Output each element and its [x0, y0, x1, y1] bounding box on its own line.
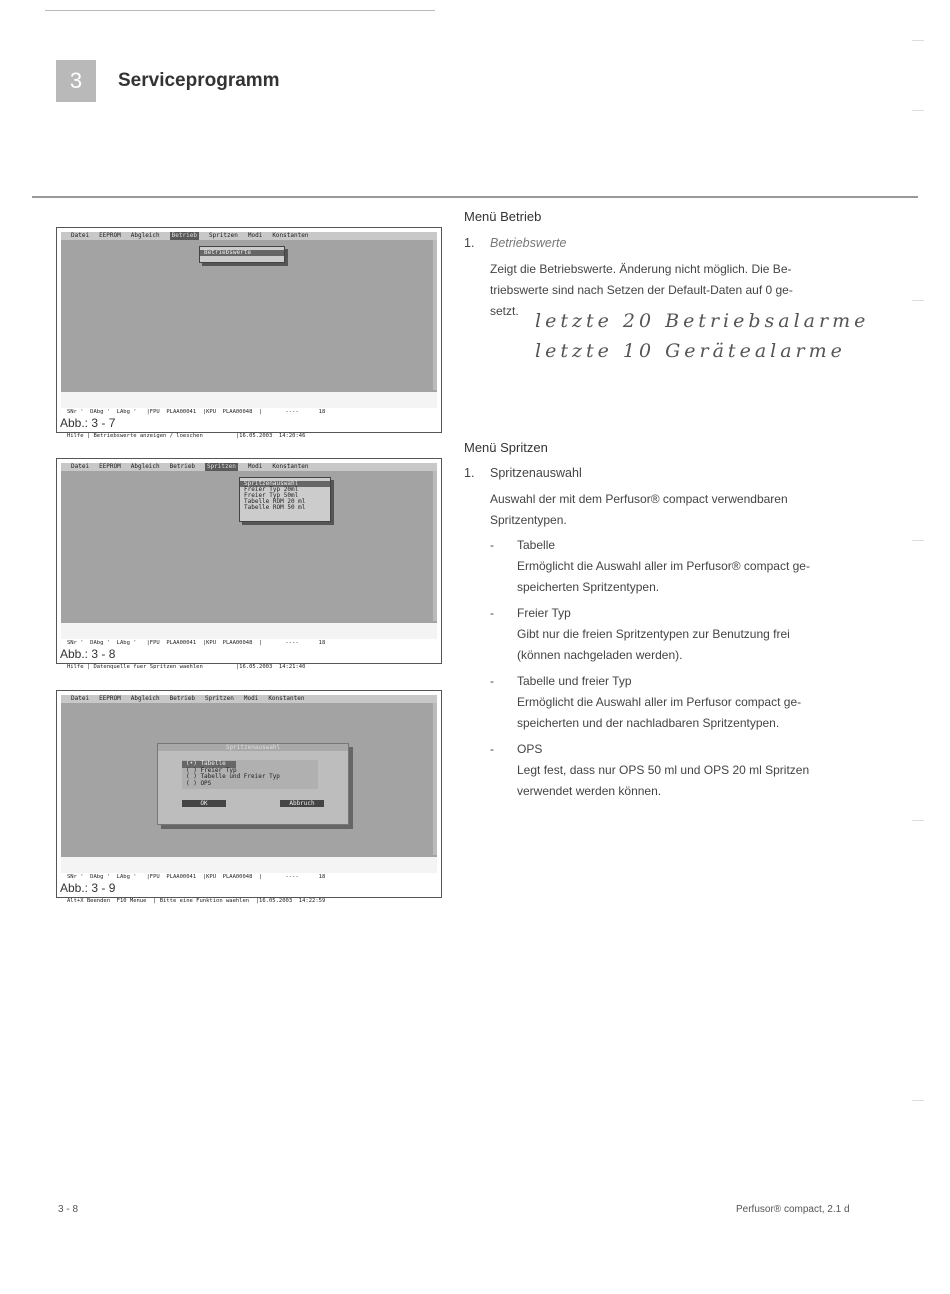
handwritten-note-1: letzte 20 Betriebsalarme [535, 310, 870, 332]
dash: - [490, 606, 494, 620]
status-line-2: Hilfe | Betriebswerte anzeigen / loeschen |16.05.2003 14:20:46 [67, 433, 306, 439]
text-line: Auswahl der mit dem Perfusor® compact verwendbaren [490, 492, 788, 506]
menu-konstanten[interactable]: Konstanten [272, 463, 309, 470]
option-desc-freier-typ [490, 603, 790, 666]
status-line-1: SNr ' DAbg ' LAbg ' |FPU PLAA00041 |KPU PLAA00048 | ---- 18 [67, 874, 326, 880]
status-line-1: SNr ' DAbg ' LAbg ' |FPU PLAA00041 |KPU PLAA00048 | ---- 18 [67, 640, 326, 646]
scrollbar[interactable] [433, 240, 437, 390]
menu-datei[interactable]: Datei [71, 232, 90, 239]
menu-abgleich[interactable]: Abgleich [130, 232, 160, 239]
margin-mark [912, 40, 924, 41]
chapter-number: 3 [56, 60, 96, 102]
menu-betrieb[interactable]: Betrieb [171, 232, 197, 239]
figure-3-9 [56, 690, 442, 904]
option-tabelle-und-freier-typ[interactable]: ( ) Tabelle und Freier Typ [186, 773, 280, 780]
menu-eeprom[interactable]: EEPROM [99, 695, 121, 702]
item-number: 1. [464, 466, 475, 480]
betrieb-dropdown [199, 246, 285, 263]
menu-item-tabelle-rom-20[interactable]: Tabelle ROM 20 ml [244, 498, 306, 505]
margin-mark [912, 300, 924, 301]
menu-bar [61, 695, 437, 703]
option-desc-ops [490, 739, 809, 802]
item-title-betriebswerte: Betriebswerte [490, 236, 567, 250]
menu-konstanten[interactable]: Konstanten [268, 695, 305, 702]
menu-spritzen[interactable]: Spritzen [204, 695, 234, 702]
spritzen-dropdown [239, 477, 331, 522]
menu-item-tabelle-rom-50[interactable]: Tabelle ROM 50 ml [244, 504, 306, 511]
text-line: setzt. [490, 304, 519, 318]
spritzenauswahl-dialog [157, 743, 349, 825]
option-ops[interactable]: ( ) OPS [186, 779, 212, 787]
menu-item-freier-typ-50[interactable]: Freier Typ 50ml [244, 492, 299, 499]
item-number: 1. [464, 236, 475, 250]
menu-abgleich[interactable]: Abgleich [130, 463, 160, 470]
scrollbar[interactable] [433, 471, 437, 621]
heading-menu-betrieb: Menü Betrieb [464, 209, 542, 224]
dialog-title: Spritzenauswahl [158, 744, 348, 751]
menu-eeprom[interactable]: EEPROM [99, 463, 121, 470]
menu-betrieb[interactable]: Betrieb [169, 695, 195, 702]
option-group [182, 760, 318, 789]
figure-caption: Abb.: 3 - 7 [60, 416, 116, 430]
menu-abgleich[interactable]: Abgleich [130, 695, 160, 702]
item-title-spritzenauswahl: Spritzenauswahl [490, 466, 582, 480]
ok-button[interactable]: OK [182, 800, 226, 807]
figure-3-7 [56, 227, 442, 439]
chapter-title: Serviceprogramm [118, 70, 280, 91]
option-freier-typ[interactable]: ( ) Freier Typ [186, 766, 237, 774]
top-rule [45, 10, 435, 11]
section-divider [32, 196, 918, 198]
menu-modi[interactable]: Modi [247, 463, 263, 470]
figure-caption: Abb.: 3 - 8 [60, 647, 116, 661]
handwritten-note-2: letzte 10 Gerätealarme [535, 340, 846, 362]
text-line: verwendet werden können. [517, 784, 662, 798]
menu-spritzen[interactable]: Spritzen [206, 463, 236, 470]
margin-mark [912, 1100, 924, 1101]
status-line-2: Alt+X Beenden F10 Menue | Bitte eine Funktion waehlen |16.05.2003 14:22:59 [67, 898, 326, 904]
margin-mark [912, 110, 924, 111]
spritzenauswahl-description [490, 489, 788, 531]
menu-konstanten[interactable]: Konstanten [272, 232, 309, 239]
option-desc-tabelle [490, 535, 810, 598]
text-line: Gibt nur die freien Spritzentypen zur Benutzung frei [517, 627, 790, 641]
option-title: Tabelle [517, 538, 556, 552]
menu-bar [61, 463, 437, 471]
text-line: speicherten und der nachladbaren Spritzentypen. [517, 716, 780, 730]
menu-datei[interactable]: Datei [71, 463, 90, 470]
text-line: Ermöglicht die Auswahl aller im Perfusor® compact ge- [517, 559, 810, 573]
cancel-button[interactable]: Abbruch [280, 800, 324, 807]
text-line: Spritzentypen. [490, 513, 567, 527]
option-tabelle[interactable]: (•) Tabelle [182, 761, 236, 768]
status-line-2: Hilfe | Datenquelle fuer Spritzen waehlen |16.05.2003 14:21:40 [67, 664, 306, 670]
page-number: 3 - 8 [58, 1204, 79, 1215]
option-title: Freier Typ [517, 606, 571, 620]
text-line: Zeigt die Betriebswerte. Änderung nicht möglich. Die Be- [490, 262, 792, 276]
menu-bar [61, 232, 437, 240]
menu-modi[interactable]: Modi [247, 232, 263, 239]
figure-3-8 [56, 458, 442, 670]
option-desc-tabelle-und-freier-typ [490, 671, 801, 734]
menu-item-spritzenauswahl[interactable]: Spritzenauswahl [240, 481, 330, 487]
menu-item-betriebswerte[interactable]: Betriebswerte [200, 250, 284, 256]
menu-item-freier-typ-20[interactable]: Freier Typ 20ml [244, 486, 299, 493]
text-line: triebswerte sind nach Setzen der Default-Daten auf 0 ge- [490, 283, 793, 297]
option-title: OPS [517, 742, 543, 756]
status-line-1: SNr ' DAbg ' LAbg ' |FPU PLAA00041 |KPU PLAA00048 | ---- 18 [67, 409, 326, 415]
menu-datei[interactable]: Datei [71, 695, 90, 702]
text-line: (können nachgeladen werden). [517, 648, 683, 662]
option-title: Tabelle und freier Typ [517, 674, 632, 688]
product-name: Perfusor® compact, 2.1 d [736, 1204, 850, 1215]
dash: - [490, 538, 494, 552]
text-line: speicherten Spritzentypen. [517, 580, 660, 594]
text-line: Ermöglicht die Auswahl aller im Perfusor compact ge- [517, 695, 802, 709]
dash: - [490, 742, 494, 756]
menu-modi[interactable]: Modi [243, 695, 259, 702]
scrollbar[interactable] [433, 703, 437, 855]
menu-eeprom[interactable]: EEPROM [99, 232, 121, 239]
margin-mark [912, 540, 924, 541]
figure-caption: Abb.: 3 - 9 [60, 881, 116, 895]
menu-spritzen[interactable]: Spritzen [208, 232, 238, 239]
menu-betrieb[interactable]: Betrieb [169, 463, 195, 470]
heading-menu-spritzen: Menü Spritzen [464, 440, 548, 455]
margin-mark [912, 820, 924, 821]
dash: - [490, 674, 494, 688]
text-line: Legt fest, dass nur OPS 50 ml und OPS 20 ml Spritzen [517, 763, 810, 777]
